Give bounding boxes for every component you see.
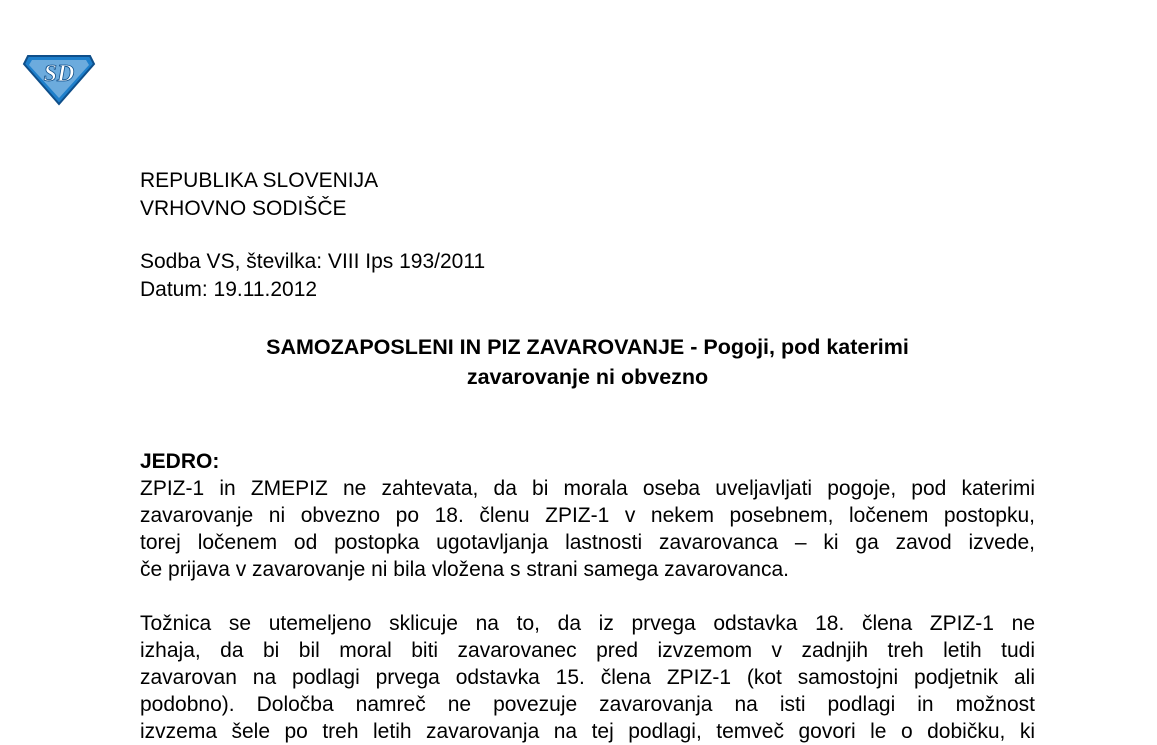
paragraph-line: izhaja, da bi bil moral biti zavarovanec pred izvzemom v zadnjih treh letih tudi <box>140 639 1035 662</box>
paragraph-line: zavarovan na podlagi prvega odstavka 15. člena ZPIZ-1 (kot samostojni podjetnik ali <box>140 666 1035 689</box>
sd-emblem-icon <box>22 50 96 106</box>
jedro-heading: JEDRO: <box>140 450 220 473</box>
logo-letters: SD <box>43 61 75 87</box>
court-header <box>140 167 378 223</box>
paragraph-line: podobno). Določba namreč ne povezuje zavarovanja na isti podlagi in možnost <box>140 693 1035 716</box>
paragraph-line: torej ločenem od postopka ugotavljanja lastnosti zavarovanca – ki ga zavod izvede, <box>140 531 1035 554</box>
paragraph-line: zavarovanje ni obvezno po 18. členu ZPIZ-1 v nekem posebnem, ločenem postopku, <box>140 504 1035 527</box>
paragraph-line: Tožnica se utemeljeno sklicuje na to, da iz prvega odstavka 18. člena ZPIZ-1 ne <box>140 612 1035 635</box>
court-name: VRHOVNO SODIŠČE <box>140 197 347 220</box>
jedro-paragraph-2 <box>140 610 1035 745</box>
country-name: REPUBLIKA SLOVENIJA <box>140 169 379 192</box>
case-info <box>140 248 485 304</box>
title-line-1: SAMOZAPOSLENI IN PIZ ZAVAROVANJE - Pogoji, pod katerimi <box>266 335 909 359</box>
title-line-2: zavarovanje ni obvezno <box>466 365 709 389</box>
case-date: Datum: 19.11.2012 <box>140 278 318 301</box>
court-logo <box>22 50 96 106</box>
paragraph-line: ZPIZ-1 in ZMEPIZ ne zahtevata, da bi morala oseba uveljavljati pogoje, pod katerimi <box>140 477 1035 500</box>
case-number: Sodba VS, številka: VIII Ips 193/2011 <box>140 250 486 273</box>
paragraph-line: če prijava v zavarovanje ni bila vložena s strani samega zavarovanca. <box>140 558 790 581</box>
document-title <box>140 332 1035 392</box>
paragraph-line: izvzema šele po treh letih zavarovanja na tej podlagi, temveč govori le o dobičku, ki <box>140 720 1035 743</box>
jedro-paragraph-1 <box>140 475 1035 583</box>
